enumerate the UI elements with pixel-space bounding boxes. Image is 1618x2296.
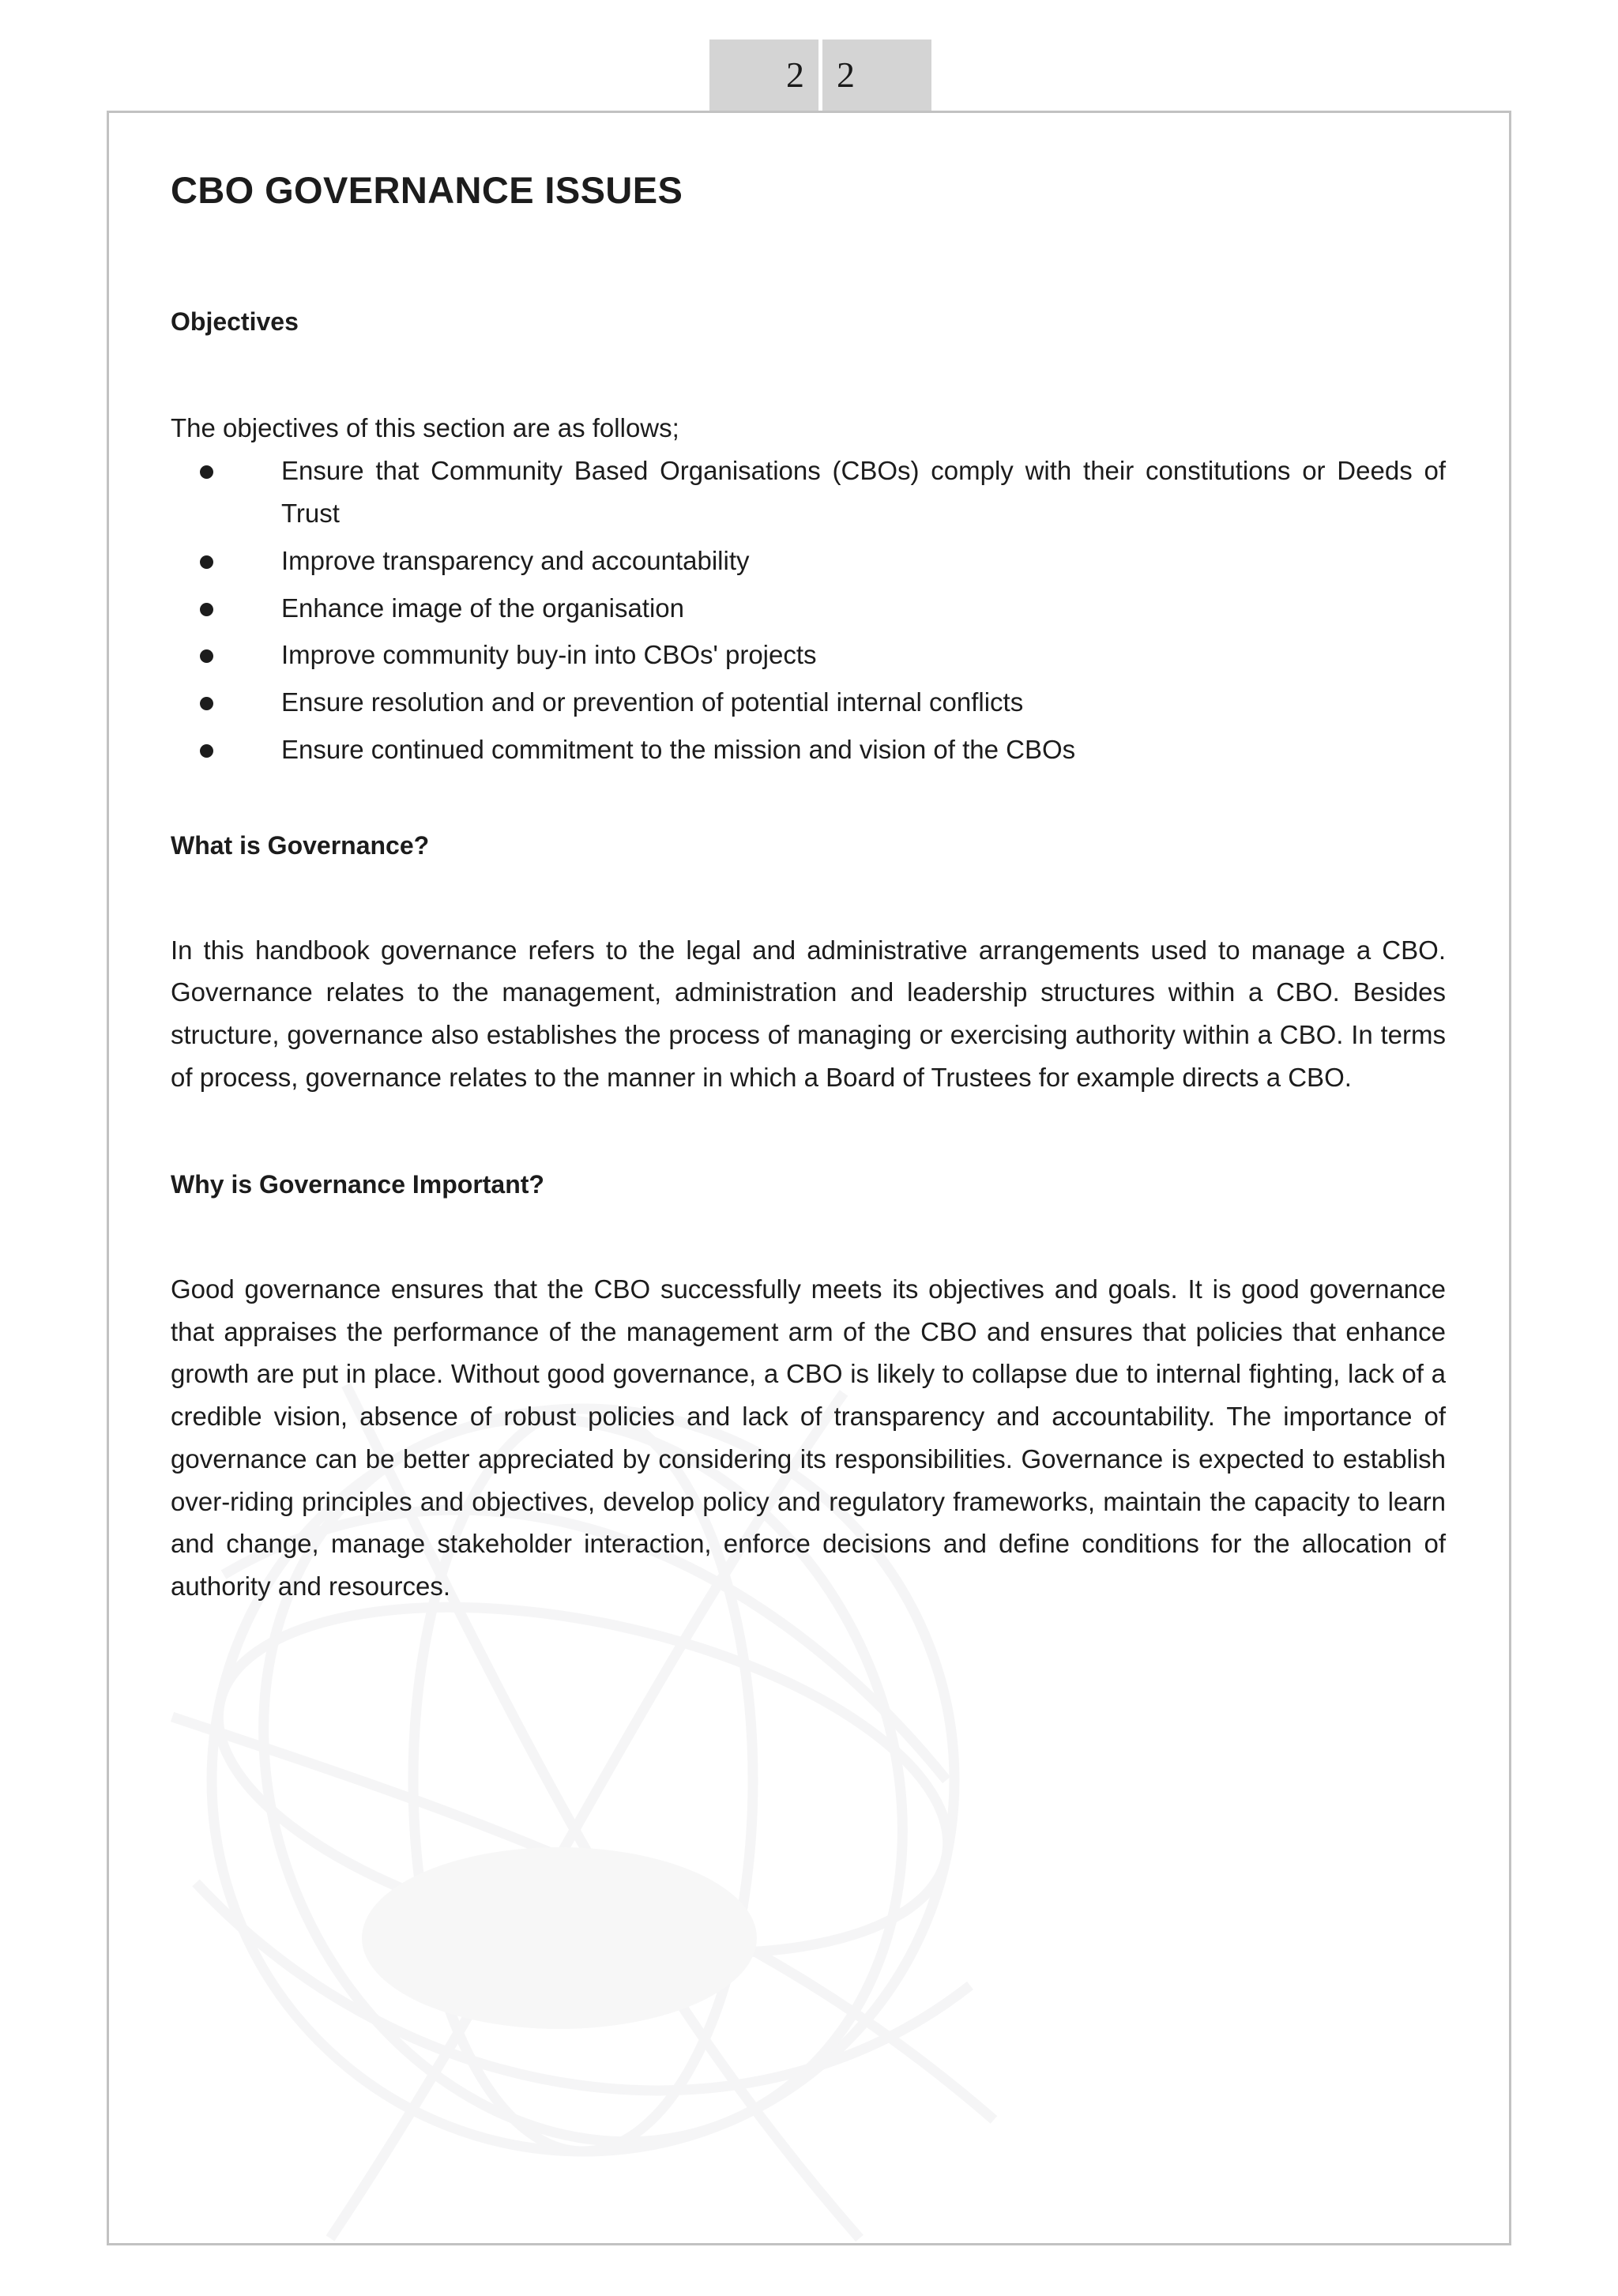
objectives-list (171, 450, 1446, 770)
page-tab-left: 2 (709, 40, 818, 111)
paragraph-what-is-governance: In this handbook governance refers to the legal and administrative arrangements used to manage a CBO. Governance relates to the management, administration and leadership structures within a CBO. Besides structure, governance also establishes the process of managing or exercising authority within a CBO. In terms of process, governance relates to the manner in which a Board of Trustees for example directs a CBO. (171, 935, 1446, 1092)
spacer-paragraph-why (171, 1099, 1446, 1169)
list-item: Ensure that Community Based Organisations (CBOs) comply with their constitutions or Deeds of Trust (171, 450, 1446, 535)
paragraph-why-is-governance-important: Good governance ensures that the CBO successfully meets its objectives and goals. It is good governance that appraises the performance of the management arm of the CBO and ensures that policies that enhance growth are put in place. Without good governance, a CBO is likely to collapse due to internal fighting, lack of a credible vision, absence of robust policies and lack of transparency and accountability. The importance of governance can be better appreciated by considering its responsibilities. Governance is expected to establish over-riding principles and objectives, develop policy and regulatory frameworks, maintain the capacity to learn and change, manage stakeholder interaction, enforce decisions and define conditions for the allocation of authority and resources. (171, 1274, 1446, 1602)
spacer-list-governance (171, 771, 1446, 830)
list-item: Improve transparency and accountability (171, 540, 1446, 582)
page-tab-right: 2 (822, 40, 931, 111)
spacer-why-paragraph (171, 1200, 1446, 1268)
page-number-tabs (709, 40, 931, 111)
page-content (109, 113, 1509, 1608)
list-item: Improve community buy-in into CBOs' projects (171, 634, 1446, 676)
heading-what-is-governance: What is Governance? (171, 830, 430, 860)
document-page (107, 111, 1511, 2245)
page-title: CBO GOVERNANCE ISSUES (171, 169, 683, 211)
list-item: Ensure continued commitment to the mission and vision of the CBOs (171, 728, 1446, 771)
heading-objectives: Objectives (171, 307, 299, 337)
list-item: Ensure resolution and or prevention of potential internal conflicts (171, 681, 1446, 724)
heading-why-is-governance-important: Why is Governance Important? (171, 1169, 544, 1199)
spacer-objectives-intro (171, 337, 1446, 407)
spacer-title-objectives (171, 213, 1446, 306)
objectives-intro-text: The objectives of this section are as follows; (171, 413, 679, 443)
list-item: Enhance image of the organisation (171, 587, 1446, 630)
spacer-governance-paragraph (171, 861, 1446, 929)
